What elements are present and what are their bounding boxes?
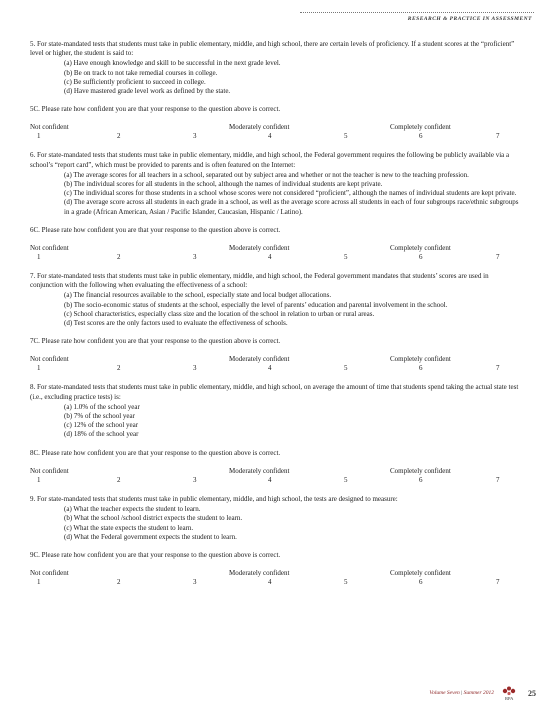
option-5c: (c) Be sufficiently proficient to succeed in college. <box>64 77 206 86</box>
scale-label-completely-confident: Completely confident <box>390 244 451 253</box>
scale-label-moderately-confident: Moderately confident <box>229 244 290 253</box>
scale-option-4[interactable]: 4 <box>268 253 272 262</box>
option-6c: (c) The individual scores for those students in a school whose scores were not considered “proficient”, although the names of individual students are kept private. <box>64 189 517 198</box>
scale-option-3[interactable]: 3 <box>193 475 197 484</box>
scale-option-1[interactable]: 1 <box>37 364 41 373</box>
confidence-prompt: Please rate how confident you are that your response to the question above is correct. <box>41 225 281 234</box>
scale-label-completely-confident: Completely confident <box>390 569 451 578</box>
scale-label-moderately-confident: Moderately confident <box>229 569 290 578</box>
option-7c: (c) School characteristics, especially class size and the location of the school in relation to urban or rural areas. <box>64 309 375 318</box>
scale-option-5[interactable]: 5 <box>344 364 348 373</box>
option-8b: (b) 7% of the school year <box>64 412 135 421</box>
scale-label-moderately-confident: Moderately confident <box>229 123 290 132</box>
scale-option-5[interactable]: 5 <box>344 253 348 262</box>
confidence-scale-7 <box>30 355 522 374</box>
scale-label-moderately-confident: Moderately confident <box>229 355 290 364</box>
scale-option-3[interactable]: 3 <box>193 364 197 373</box>
option-7a: (a) The financial resources available to the school, especially state and local budget allocations. <box>64 291 332 300</box>
scale-option-4[interactable]: 4 <box>268 578 272 587</box>
confidence-id: 8C. <box>30 448 40 457</box>
scale-option-4[interactable]: 4 <box>268 475 272 484</box>
confidence-question-9 <box>30 551 522 560</box>
scale-option-4[interactable]: 4 <box>268 132 272 141</box>
option-9a: (a) What the teacher expects the student to learn. <box>64 505 201 514</box>
option-5d: (d) Have mastered grade level work as defined by the state. <box>64 87 231 96</box>
question-7-text: 7. For state-mandated tests that students must take in public elementary, middle, and high school, the Federal government mandates that students’ scores are used in conjunction with the following when evaluating the effectiveness of a school: <box>30 272 489 290</box>
confidence-scale-6 <box>30 244 522 263</box>
confidence-scale-5 <box>30 123 522 142</box>
scale-option-6[interactable]: 6 <box>419 578 423 587</box>
option-6b: (b) The individual scores for all students in the school, although the names of individual students are kept private. <box>64 180 383 189</box>
scale-option-2[interactable]: 2 <box>117 475 121 484</box>
option-9c: (c) What the state expects the student to learn. <box>64 523 194 532</box>
running-header: RESEARCH & PRACTICE IN ASSESSMENT <box>407 16 532 22</box>
question-6-text: 6. For state-mandated tests that students must take in public elementary, middle, and high school, the Federal government requires the following be publicly available via a school’s “report card”, which must be provided to parents and is often featured on the Internet: <box>30 151 510 169</box>
scale-option-7[interactable]: 7 <box>496 578 500 587</box>
scale-option-6[interactable]: 6 <box>419 364 423 373</box>
rpa-logo-graphic <box>500 685 522 701</box>
confidence-question-8 <box>30 449 522 458</box>
scale-option-3[interactable]: 3 <box>193 578 197 587</box>
confidence-prompt: Please rate how confident you are that your response to the question above is correct. <box>41 337 281 346</box>
question-8-text: 8. For state-mandated tests that students must take in public elementary, middle, and high school, on average the amount of time that students spend taking the actual state test (i.e., excluding practice tests) is: <box>30 383 519 401</box>
question-9-text: 9. For state-mandated tests that students must take in public elementary, middle, and high school, the tests are designed to measure: <box>30 494 398 503</box>
confidence-id: 9C. <box>30 550 40 559</box>
confidence-id: 7C. <box>30 337 40 346</box>
scale-option-2[interactable]: 2 <box>117 132 121 141</box>
question-5-options <box>64 59 522 96</box>
confidence-prompt: Please rate how confident you are that your response to the question above is correct. <box>41 105 281 114</box>
option-6d: (d) The average score across all students in each grade in a school, as well as the average score across all students in each of four subgroups race/ethnic subgroups in a grade (African American, Asian / Pacific Islander, Caucasian, Hispanic / Latino). <box>64 198 519 216</box>
confidence-scale-8 <box>30 467 522 486</box>
confidence-question-6 <box>30 226 522 235</box>
scale-option-5[interactable]: 5 <box>344 475 348 484</box>
confidence-prompt: Please rate how confident you are that your response to the question above is correct. <box>41 550 281 559</box>
option-8d: (d) 18% of the school year <box>64 430 139 439</box>
scale-option-2[interactable]: 2 <box>117 364 121 373</box>
scale-label-completely-confident: Completely confident <box>390 355 451 364</box>
scale-label-completely-confident: Completely confident <box>390 123 451 132</box>
scale-label-moderately-confident: Moderately confident <box>229 466 290 475</box>
scale-label-not-confident: Not confident <box>30 569 69 578</box>
scale-label-not-confident: Not confident <box>30 355 69 364</box>
scale-label-completely-confident: Completely confident <box>390 466 451 475</box>
scale-option-1[interactable]: 1 <box>37 132 41 141</box>
option-7b: (b) The socio-economic status of students at the school, especially the level of parents’ education and parental involvement in the school. <box>64 300 448 309</box>
scale-option-2[interactable]: 2 <box>117 253 121 262</box>
scale-option-5[interactable]: 5 <box>344 132 348 141</box>
scale-option-5[interactable]: 5 <box>344 578 348 587</box>
scale-option-7[interactable]: 7 <box>496 253 500 262</box>
issue-volume: Volume Seven <box>429 690 460 696</box>
scale-option-1[interactable]: 1 <box>37 578 41 587</box>
confidence-question-5 <box>30 105 522 114</box>
option-9b: (b) What the school /school district expects the student to learn. <box>64 514 243 523</box>
question-5-text: 5. For state-mandated tests that students must take in public elementary, middle, and high school, there are certain levels of proficiency. If a student scores at the “proficient” level or higher, the student is said to: <box>30 40 515 58</box>
question-7-options <box>64 291 522 328</box>
scale-option-7[interactable]: 7 <box>496 132 500 141</box>
scale-option-3[interactable]: 3 <box>193 253 197 262</box>
option-5a: (a) Have enough knowledge and skill to be successful in the next grade level. <box>64 59 281 68</box>
confidence-question-7 <box>30 337 522 346</box>
scale-label-not-confident: Not confident <box>30 244 69 253</box>
scale-option-6[interactable]: 6 <box>419 132 423 141</box>
confidence-prompt: Please rate how confident you are that your response to the question above is correct. <box>41 448 281 457</box>
option-6a: (a) The average scores for all teachers in a school, separated out by subject area and whether or not the teacher is new to the teaching profession. <box>64 170 469 179</box>
scale-option-6[interactable]: 6 <box>419 253 423 262</box>
header-rule <box>300 12 534 13</box>
issue-label <box>429 690 494 696</box>
confidence-id: 5C. <box>30 105 40 114</box>
question-9-options <box>64 505 522 542</box>
scale-option-1[interactable]: 1 <box>37 253 41 262</box>
scale-label-not-confident: Not confident <box>30 123 69 132</box>
rpa-logo-text: RPA <box>505 696 514 701</box>
page-footer <box>429 683 536 703</box>
scale-option-3[interactable]: 3 <box>193 132 197 141</box>
option-7d: (d) Test scores are the only factors used to evaluate the effectiveness of schools. <box>64 319 288 328</box>
scale-label-not-confident: Not confident <box>30 466 69 475</box>
question-8-options <box>64 403 522 440</box>
scale-option-2[interactable]: 2 <box>117 578 121 587</box>
option-9d: (d) What the Federal government expects the student to learn. <box>64 532 237 541</box>
survey-content <box>30 40 522 588</box>
scale-option-6[interactable]: 6 <box>419 475 423 484</box>
scale-option-1[interactable]: 1 <box>37 475 41 484</box>
scale-option-7[interactable]: 7 <box>496 364 500 373</box>
scale-option-4[interactable]: 4 <box>268 364 272 373</box>
confidence-scale-9 <box>30 569 522 588</box>
option-5b: (b) Be on track to not take remedial courses in college. <box>64 68 218 77</box>
rpa-logo-icon <box>500 685 522 701</box>
option-8c: (c) 12% of the school year <box>64 421 139 430</box>
option-8a: (a) 1.0% of the school year <box>64 402 140 411</box>
issue-separator: | <box>459 690 464 696</box>
question-6-options <box>64 171 522 217</box>
scale-option-7[interactable]: 7 <box>496 475 500 484</box>
confidence-id: 6C. <box>30 225 40 234</box>
page-number: 25 <box>528 688 536 698</box>
issue-date: Summer 2012 <box>463 690 494 696</box>
